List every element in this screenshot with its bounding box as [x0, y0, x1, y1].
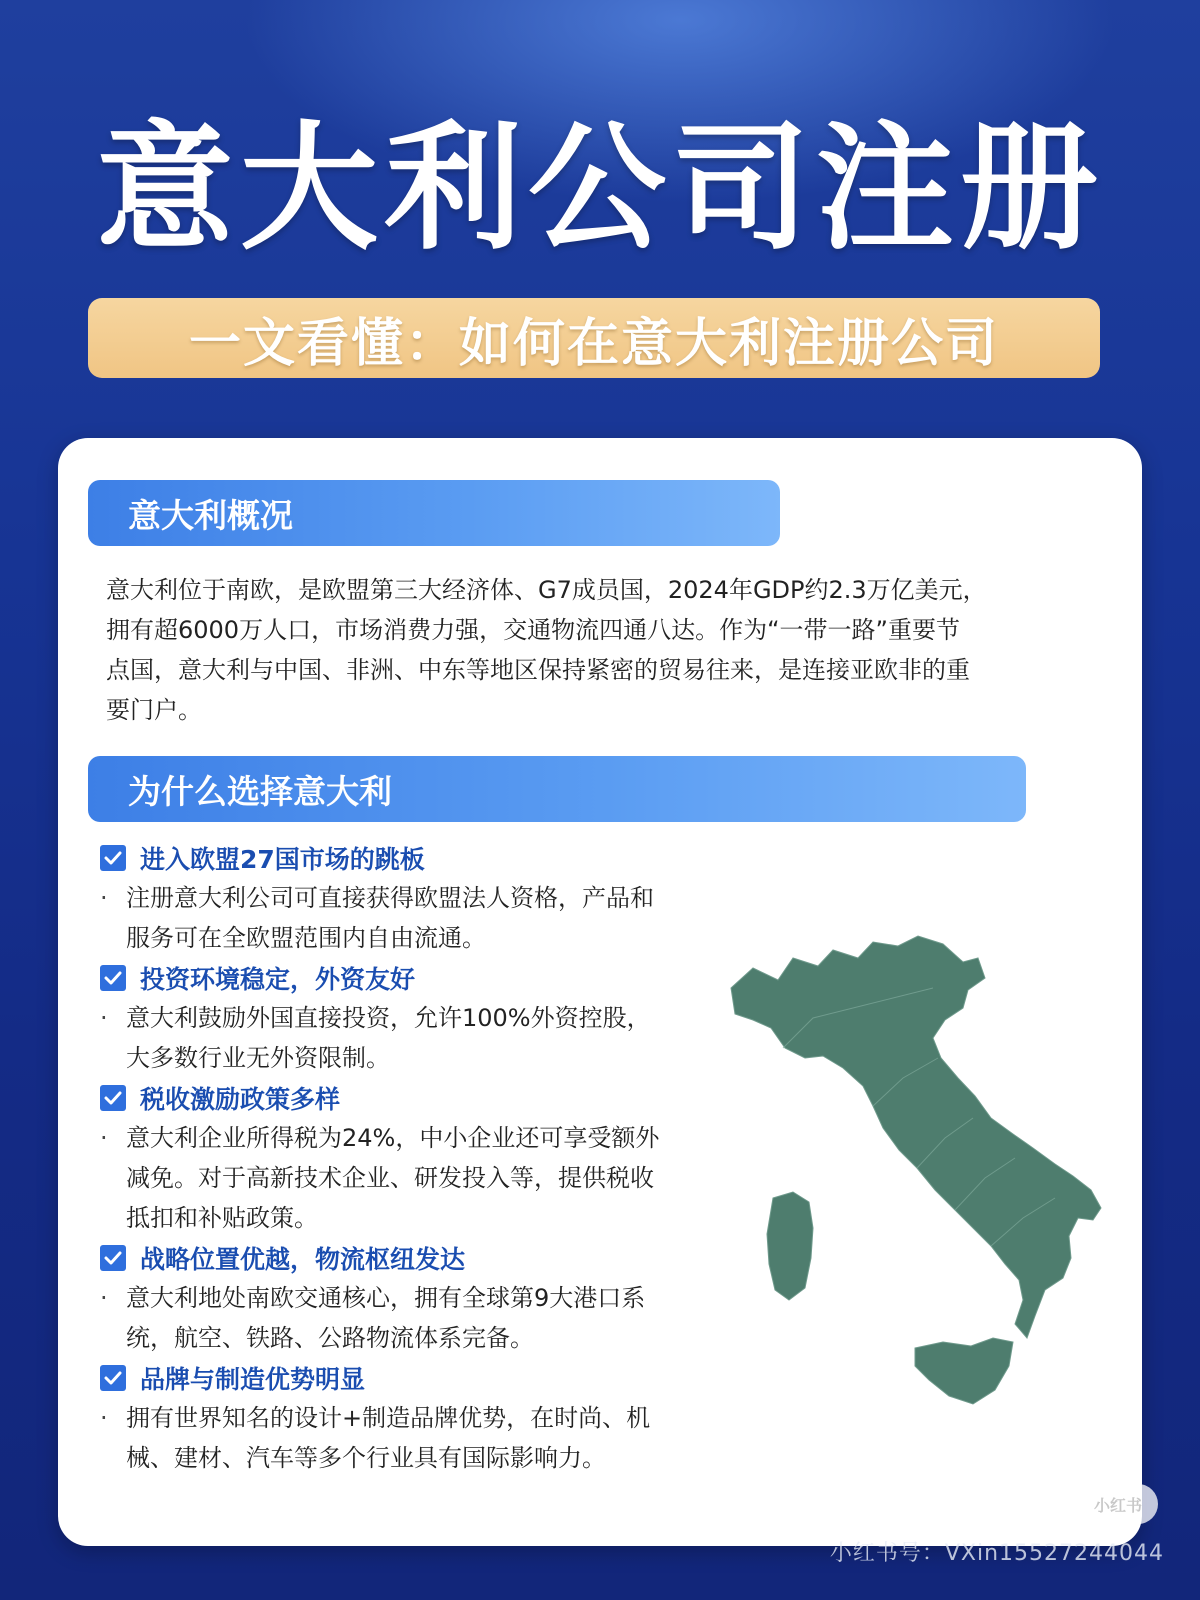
page-title: 意大利公司注册	[95, 108, 1104, 269]
reason-title: 投资环境稳定，外资友好	[140, 965, 416, 994]
watermark-badge-text: 小红书	[1093, 1495, 1142, 1515]
checkbox-checked-icon	[100, 965, 126, 991]
reason-line: 械、建材、汽车等多个行业具有国际影响力。	[126, 1444, 606, 1472]
reason-title-row	[100, 958, 760, 998]
reason-item	[100, 1238, 760, 1358]
overview-line: 意大利位于南欧，是欧盟第三大经济体、G7成员国，2024年GDP约2.3万亿美元，	[106, 576, 987, 604]
reason-title-row	[100, 1238, 760, 1278]
bullet-dot: ·	[100, 1404, 108, 1432]
overview-line: 要门户。	[106, 696, 202, 724]
reasons-list	[100, 838, 760, 1478]
content-card	[58, 438, 1142, 1546]
reason-line: 意大利企业所得税为24%，中小企业还可享受额外	[126, 1124, 660, 1152]
overview-line: 拥有超6000万人口，市场消费力强，交通物流四通八达。作为“一带一路”重要节	[106, 616, 960, 644]
reason-line: 大多数行业无外资限制。	[126, 1044, 390, 1072]
reason-title-row	[100, 838, 760, 878]
reason-title-row	[100, 1078, 760, 1118]
reason-line: 抵扣和补贴政策。	[126, 1204, 318, 1232]
bullet-dot: ·	[100, 1004, 108, 1032]
italy-map-icon	[723, 928, 1103, 1428]
reason-title: 战略位置优越，物流枢纽发达	[140, 1245, 466, 1274]
reason-description	[100, 1278, 760, 1358]
reason-line: 意大利地处南欧交通核心，拥有全球第9大港口系	[126, 1284, 646, 1312]
section-header-overview	[88, 480, 780, 546]
subtitle-text: 一文看懂：如何在意大利注册公司	[188, 313, 999, 374]
sardinia-shape	[767, 1192, 813, 1300]
reason-item	[100, 1078, 760, 1238]
reason-item	[100, 958, 760, 1078]
bullet-dot: ·	[100, 1284, 108, 1312]
section-heading-why: 为什么选择意大利	[128, 771, 392, 811]
reason-line: 拥有世界知名的设计+制造品牌优势，在时尚、机	[126, 1404, 651, 1432]
sicily-shape	[915, 1338, 1013, 1404]
checkbox-checked-icon	[100, 1245, 126, 1271]
reason-description	[100, 1118, 760, 1238]
reason-description	[100, 878, 760, 958]
checkbox-checked-icon	[100, 1365, 126, 1391]
reason-item	[100, 1358, 760, 1478]
reason-title: 品牌与制造优势明显	[140, 1365, 366, 1394]
overview-paragraph	[106, 570, 1106, 730]
reason-line: 意大利鼓励外国直接投资，允许100%外资控股，	[126, 1004, 651, 1032]
watermark-text: 小红书号：VXin15527244044	[829, 1541, 1164, 1566]
subtitle-banner	[88, 298, 1100, 378]
checkbox-checked-icon	[100, 1085, 126, 1111]
reason-item	[100, 838, 760, 958]
reason-line: 减免。对于高新技术企业、研发投入等，提供税收	[126, 1164, 654, 1192]
reason-title: 税收激励政策多样	[140, 1085, 341, 1114]
reason-line: 服务可在全欧盟范围内自由流通。	[126, 924, 486, 952]
reason-title-row	[100, 1358, 760, 1398]
overview-line: 点国，意大利与中国、非洲、中东等地区保持紧密的贸易往来，是连接亚欧非的重	[106, 656, 970, 684]
checkbox-checked-icon	[100, 845, 126, 871]
reason-description	[100, 998, 760, 1078]
section-heading-overview: 意大利概况	[128, 495, 293, 535]
section-header-why	[88, 756, 1026, 822]
bullet-dot: ·	[100, 1124, 108, 1152]
reason-line: 统，航空、铁路、公路物流体系完备。	[126, 1324, 534, 1352]
watermark-badge	[1078, 1484, 1158, 1524]
bullet-dot: ·	[100, 884, 108, 912]
reason-description	[100, 1398, 760, 1478]
reason-title: 进入欧盟27国市场的跳板	[140, 845, 425, 874]
reason-line: 注册意大利公司可直接获得欧盟法人资格，产品和	[126, 884, 654, 912]
